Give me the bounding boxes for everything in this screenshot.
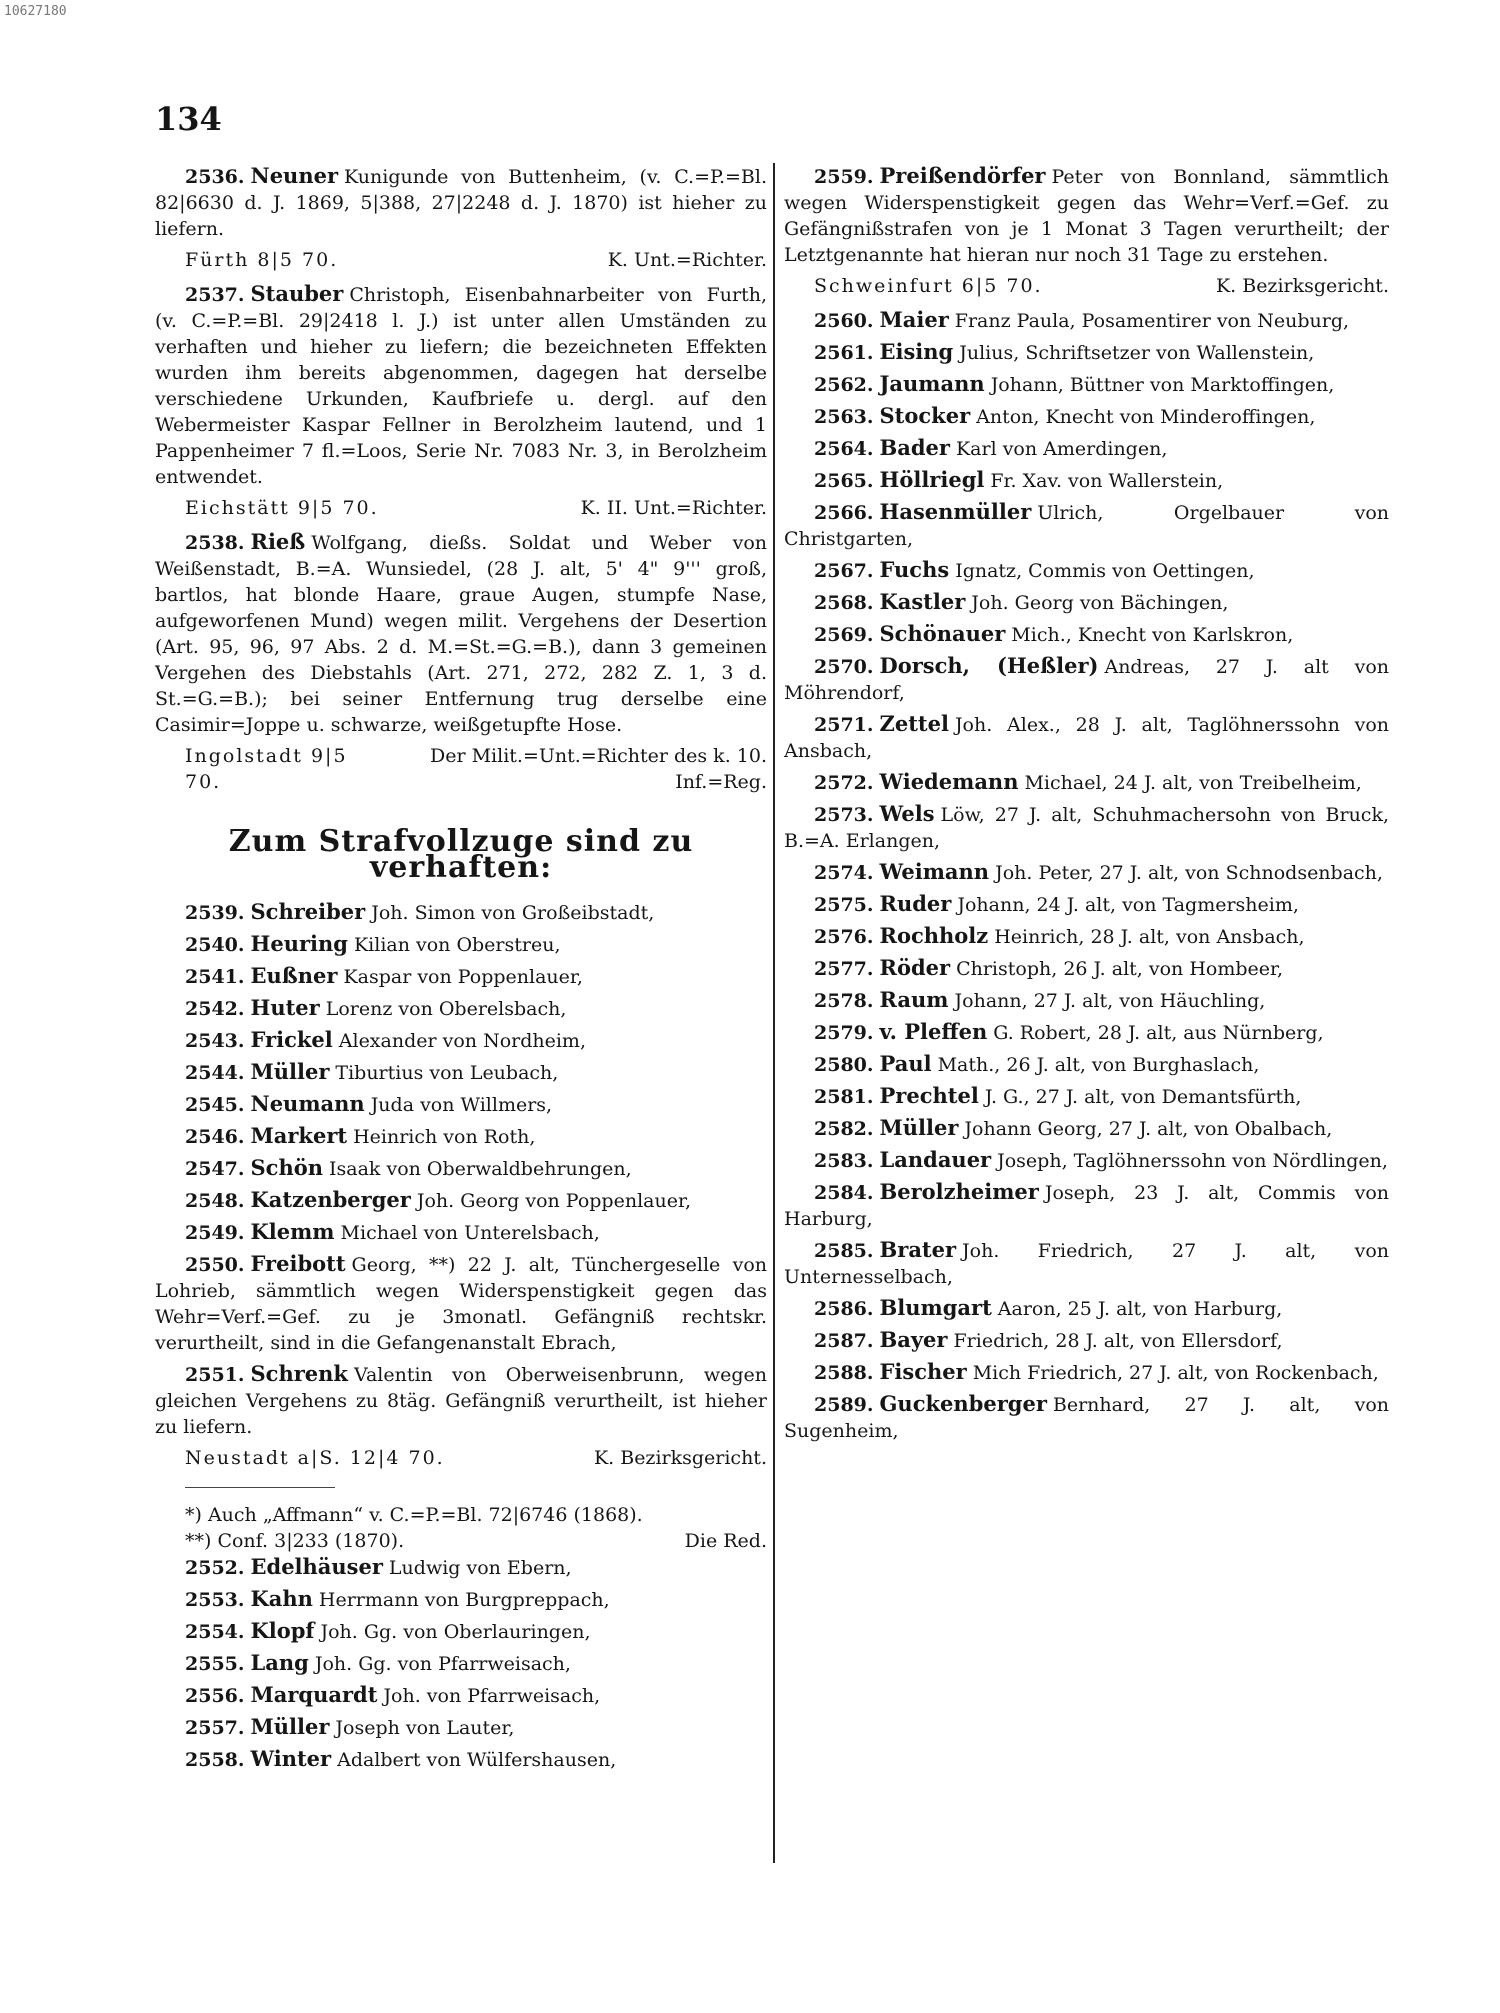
entry-text: Johann, 24 J. alt, von Tagmersheim,	[957, 894, 1299, 916]
page-number: 134	[155, 100, 222, 138]
entry-name: Preißendörfer	[879, 163, 1046, 188]
entry-name: Dorsch, (Heßler)	[879, 653, 1099, 678]
entry-number: 2563.	[814, 406, 874, 428]
entry	[784, 403, 1389, 430]
entry-name: Neuner	[250, 163, 339, 188]
entry-text: Kunigunde von Buttenheim, (v. C.=P.=Bl. 82|6630 d. J. 1869, 5|388, 27|2248 d. J. 1870) ist hieher zu liefern.	[155, 166, 767, 240]
signature	[155, 1445, 767, 1471]
entry-text: Joh. Simon von Großeibstadt,	[371, 902, 655, 924]
signature	[155, 495, 767, 521]
entry	[155, 1746, 767, 1773]
entry-text: Herrmann von Burgpreppach,	[318, 1589, 610, 1611]
entry-number: 2568.	[814, 592, 874, 614]
footnote-signature: Die Red.	[684, 1530, 767, 1552]
entry-text: J. G., 27 J. alt, von Demantsfürth,	[984, 1086, 1302, 1108]
entry	[155, 995, 767, 1022]
entry-name: Edelhäuser	[250, 1554, 383, 1579]
entry	[784, 711, 1389, 764]
entry-name: Blumgart	[879, 1295, 992, 1320]
entry	[155, 1059, 767, 1086]
entry-text: Christoph, 26 J. alt, von Hombeer,	[956, 958, 1284, 980]
entry-number: 2573.	[814, 804, 874, 826]
entry-text: Bernhard, 27 J. alt, von Sugenheim,	[784, 1394, 1389, 1442]
entry-text: Michael von Unterelsbach,	[340, 1222, 600, 1244]
entry-text: Valentin von Oberweisenbrunn, wegen gleichen Vergehens zu 8täg. Gefängniß verurtheilt, ist hieher zu liefern.	[155, 1364, 767, 1438]
entry-number: 2556.	[185, 1685, 245, 1707]
entry-text: Georg, **) 22 J. alt, Tünchergeselle von Lohrieb, sämmtlich wegen Widerspenstigkeit gegen das Wehr=Verf.=Gef. zu je 3monatl. Gefängniß rechtskr. verurtheilt, sind in die Gefangenanstalt Ebrach,	[155, 1254, 767, 1354]
entry-number: 2578.	[814, 990, 874, 1012]
right-column	[784, 163, 1389, 1449]
entry-text: Heinrich von Roth,	[353, 1126, 536, 1148]
entry-name: Wels	[879, 801, 935, 826]
entry-number: 2545.	[185, 1094, 245, 1116]
entry-number: 2586.	[814, 1298, 874, 1320]
entry-text: Joseph von Lauter,	[335, 1717, 515, 1739]
entry-text: Löw, 27 J. alt, Schuhmachersohn von Bruck, B.=A. Erlangen,	[784, 804, 1389, 852]
entry-text: Andreas, 27 J. alt von Möhrendorf,	[784, 656, 1389, 704]
entry	[784, 371, 1389, 398]
entry	[155, 1251, 767, 1356]
entry-number: 2551.	[185, 1364, 245, 1386]
entry-number: 2577.	[814, 958, 874, 980]
entry-text: Kaspar von Poppenlauer,	[343, 966, 583, 988]
entry-name: Rieß	[250, 529, 306, 554]
entry	[784, 1083, 1389, 1110]
entry	[784, 1051, 1389, 1078]
entry-text: Christoph, Eisenbahnarbeiter von Furth, (v. C.=P.=Bl. 29|2418 l. J.) ist unter allen Umständen zu verhaften und hieher zu liefern; die bezeichneten Effekten wurden ihm bereits abgenommen, dagegen hat derselbe verschiedene Urkunden, Kaufbriefe u. dergl. auf den Webermeister Kaspar Fellner in Berolzheim lautend, und 1 Pappenheimer 7 fl.=Loos, Serie Nr. 7083 Nr. 3, in Berolzheim entwendet.	[155, 284, 767, 488]
entry-2551	[155, 1361, 767, 1471]
entry-number: 2561.	[814, 342, 874, 364]
entry-number: 2570.	[814, 656, 874, 678]
signature-place-date: Fürth 8|5 70.	[185, 249, 339, 271]
entry-name: Schön	[250, 1155, 323, 1180]
entry-number: 2574.	[814, 862, 874, 884]
entry-text: Julius, Schriftsetzer von Wallenstein,	[959, 342, 1315, 364]
signature-place-date: Eichstätt 9|5 70.	[185, 497, 379, 519]
entry	[155, 963, 767, 990]
entry-number: 2583.	[814, 1150, 874, 1172]
entry	[155, 1714, 767, 1741]
entry-number: 2542.	[185, 998, 245, 1020]
entry-number: 2582.	[814, 1118, 874, 1140]
entry-number: 2559.	[814, 166, 874, 188]
entry-text: Mich Friedrich, 27 J. alt, von Rockenbach,	[972, 1362, 1379, 1384]
entry-number: 2537.	[185, 284, 245, 306]
entry-name: Röder	[879, 955, 951, 980]
entry-number: 2543.	[185, 1030, 245, 1052]
entry-number: 2585.	[814, 1240, 874, 1262]
arrest-list-right	[784, 307, 1389, 1444]
entry-number: 2554.	[185, 1621, 245, 1643]
entry	[784, 653, 1389, 706]
entry-text: Joh. Peter, 27 J. alt, von Schnodsenbach,	[995, 862, 1383, 884]
entry-name: Guckenberger	[879, 1391, 1047, 1416]
footnote-text: **) Conf. 3|233 (1870).	[185, 1530, 405, 1552]
entry-text: Adalbert von Wülfershausen,	[337, 1749, 617, 1771]
entry-text: Johann, Büttner von Marktoffingen,	[990, 374, 1335, 396]
entry-text: Anton, Knecht von Minderoffingen,	[976, 406, 1316, 428]
entry-name: Markert	[250, 1123, 348, 1148]
entry	[784, 307, 1389, 334]
entry-name: Höllriegl	[879, 467, 985, 492]
entry-text: Friedrich, 28 J. alt, von Ellersdorf,	[953, 1330, 1283, 1352]
entry-text: Joh. Alex., 28 J. alt, Taglöhnerssohn von Ansbach,	[784, 714, 1389, 762]
entry-name: Winter	[250, 1746, 332, 1771]
entry-2550	[155, 1251, 767, 1356]
entry-number: 2569.	[814, 624, 874, 646]
entry-name: Huter	[250, 995, 320, 1020]
entry-text: Alexander von Nordheim,	[338, 1030, 586, 1052]
entry-number: 2549.	[185, 1222, 245, 1244]
entry-text: Heinrich, 28 J. alt, von Ansbach,	[994, 926, 1305, 948]
entry-text: Ulrich, Orgelbauer von Christgarten,	[784, 502, 1389, 550]
entry-text: Kilian von Oberstreu,	[353, 934, 561, 956]
entry-text: Michael, 24 J. alt, von Treibelheim,	[1024, 772, 1362, 794]
entry	[784, 987, 1389, 1014]
entry	[155, 1650, 767, 1677]
signature-place-date: Neustadt a|S. 12|4 70.	[185, 1447, 445, 1469]
entry	[155, 1219, 767, 1246]
entry-name: Marquardt	[250, 1682, 378, 1707]
entry	[155, 1187, 767, 1214]
entry-text: Mich., Knecht von Karlskron,	[1011, 624, 1294, 646]
footnote-rule	[185, 1487, 335, 1488]
entry-name: v. Pleffen	[879, 1019, 988, 1044]
footnote-text: *) Auch „Affmann“ v. C.=P.=Bl. 72|6746 (1868).	[185, 1504, 643, 1526]
entry-name: Bader	[879, 435, 950, 460]
signature-authority: K. Bezirksgericht.	[1215, 275, 1389, 297]
entry-number: 2567.	[814, 560, 874, 582]
entry-text: Wolfgang, dießs. Soldat und Weber von Weißenstadt, B.=A. Wunsiedel, (28 J. alt, 5' 4" 9''' groß, bartlos, hat blonde Haare, graue Augen, stumpfe Nase, aufgeworfenen Mund) wegen milit. Vergehens der Desertion (Art. 95, 96, 97 Abs. 2 d. M.=St.=G.=B.), dann 3 gemeinen Vergehen des Diebstahls (Art. 271, 272, 282 Z. 1, 3 d. St.=G.=B.); bei seiner Entfernung trug derselbe eine Casimir=Joppe u. schwarze, weißgetupfte Hose.	[155, 532, 767, 736]
entry	[155, 1361, 767, 1440]
entry-number: 2552.	[185, 1557, 245, 1579]
entry-text: Joh. Georg von Bächingen,	[971, 592, 1229, 614]
entry	[784, 589, 1389, 616]
entry	[784, 467, 1389, 494]
entry-text: Franz Paula, Posamentirer von Neuburg,	[954, 310, 1350, 332]
entry	[784, 1179, 1389, 1232]
entry-text: Joh. von Pfarrweisach,	[383, 1685, 601, 1707]
entry-text: Joh. Gg. von Oberlauringen,	[320, 1621, 591, 1643]
entry-number: 2562.	[814, 374, 874, 396]
entry-name: Müller	[250, 1059, 330, 1084]
entry-text: Johann, 27 J. alt, von Häuchling,	[954, 990, 1266, 1012]
entry-text: Tiburtius von Leubach,	[335, 1062, 559, 1084]
entry-text: Isaak von Oberwaldbehrungen,	[329, 1158, 632, 1180]
entry-name: Kastler	[879, 589, 966, 614]
signature-authority: K. Bezirksgericht.	[593, 1447, 767, 1469]
footnote	[155, 1502, 767, 1528]
entry	[784, 1147, 1389, 1174]
entry-name: Weimann	[879, 859, 990, 884]
entry-name: Frickel	[250, 1027, 333, 1052]
entry-name: Rochholz	[879, 923, 989, 948]
entry-number: 2548.	[185, 1190, 245, 1212]
entry-name: Prechtel	[879, 1083, 979, 1108]
entry	[784, 859, 1389, 886]
entry-name: Schrenk	[250, 1361, 348, 1386]
entry-name: Ruder	[879, 891, 952, 916]
entry-number: 2536.	[185, 166, 245, 188]
entry	[784, 923, 1389, 950]
entry-2559	[784, 163, 1389, 299]
entry	[155, 1155, 767, 1182]
entry-name: Klopf	[250, 1618, 315, 1643]
entry	[155, 529, 767, 738]
entry-number: 2572.	[814, 772, 874, 794]
entry-name: Freibott	[250, 1251, 346, 1276]
entry-text: Joh. Gg. von Pfarrweisach,	[314, 1653, 571, 1675]
entry-text: Karl von Amerdingen,	[955, 438, 1168, 460]
entry-name: Fischer	[879, 1359, 967, 1384]
entry-text: G. Robert, 28 J. alt, aus Nürnberg,	[993, 1022, 1324, 1044]
entry-name: Hasenmüller	[879, 499, 1032, 524]
entry	[784, 1391, 1389, 1444]
entry	[155, 281, 767, 490]
entry-name: Klemm	[250, 1219, 335, 1244]
entry	[784, 435, 1389, 462]
entry-name: Schönauer	[879, 621, 1006, 646]
entry-number: 2580.	[814, 1054, 874, 1076]
entry	[155, 899, 767, 926]
entry-number: 2540.	[185, 934, 245, 956]
entry-text: Joseph, Taglöhnerssohn von Nördlingen,	[997, 1150, 1388, 1172]
entry-name: Eising	[879, 339, 954, 364]
entry-text: Ludwig von Ebern,	[388, 1557, 572, 1579]
entry-number: 2557.	[185, 1717, 245, 1739]
entry-number: 2576.	[814, 926, 874, 948]
entry-number: 2546.	[185, 1126, 245, 1148]
entry-number: 2565.	[814, 470, 874, 492]
entry-text: Aaron, 25 J. alt, von Harburg,	[997, 1298, 1283, 1320]
entry-number: 2541.	[185, 966, 245, 988]
footnotes	[155, 1502, 767, 1554]
entry	[784, 557, 1389, 584]
entry	[784, 955, 1389, 982]
section-heading: Zum Strafvollzuge sind zu verhaften:	[228, 824, 694, 885]
entry-name: Kahn	[250, 1586, 313, 1611]
entry-number: 2575.	[814, 894, 874, 916]
entry	[155, 1618, 767, 1645]
signature	[155, 743, 767, 795]
entry	[784, 1327, 1389, 1354]
entry-name: Stauber	[250, 281, 344, 306]
entry-number: 2539.	[185, 902, 245, 924]
entry-number: 2584.	[814, 1182, 874, 1204]
entry-number: 2571.	[814, 714, 874, 736]
entry-name: Eußner	[250, 963, 338, 988]
entry-number: 2547.	[185, 1158, 245, 1180]
entry-name: Landauer	[879, 1147, 992, 1172]
entry-name: Schreiber	[250, 899, 366, 924]
signature	[155, 247, 767, 273]
entry-number: 2581.	[814, 1086, 874, 1108]
entry	[155, 1091, 767, 1118]
signature-place-date: Schweinfurt 6|5 70.	[814, 275, 1043, 297]
entry	[784, 339, 1389, 366]
entry-number: 2588.	[814, 1362, 874, 1384]
signature-place-date: Ingolstadt 9|5 70.	[185, 745, 348, 793]
entry-text: Fr. Xav. von Wallerstein,	[990, 470, 1224, 492]
entry-number: 2587.	[814, 1330, 874, 1352]
entry-text: Joseph, 23 J. alt, Commis von Harburg,	[784, 1182, 1389, 1230]
entry-text: Math., 26 J. alt, von Burghaslach,	[937, 1054, 1260, 1076]
entry-text: Ignatz, Commis von Oettingen,	[955, 560, 1255, 582]
arrest-list-a	[155, 899, 767, 1246]
left-column	[155, 163, 767, 1778]
entry-name: Lang	[250, 1650, 309, 1675]
entry	[155, 1027, 767, 1054]
entry-name: Jaumann	[879, 371, 985, 396]
entry	[784, 499, 1389, 552]
entry-name: Stocker	[879, 403, 971, 428]
entry	[784, 769, 1389, 796]
entry-name: Paul	[879, 1051, 932, 1076]
entry-name: Wiedemann	[879, 769, 1019, 794]
signature	[784, 273, 1389, 299]
footnote	[155, 1528, 767, 1554]
entry-number: 2550.	[185, 1254, 245, 1276]
entry-number: 2589.	[814, 1394, 874, 1416]
entry-number: 2566.	[814, 502, 874, 524]
entry-text: Joh. Georg von Poppenlauer,	[416, 1190, 691, 1212]
entry-name: Fuchs	[879, 557, 950, 582]
left-top-entries	[155, 163, 767, 795]
entry	[155, 1123, 767, 1150]
entry-name: Neumann	[250, 1091, 365, 1116]
signature-authority: K. Unt.=Richter.	[607, 249, 767, 271]
entry-number: 2558.	[185, 1749, 245, 1771]
entry	[784, 1237, 1389, 1290]
entry	[155, 163, 767, 242]
entry	[155, 1586, 767, 1613]
entry	[155, 1682, 767, 1709]
entry	[155, 931, 767, 958]
column-divider	[773, 163, 775, 1863]
entry-number: 2564.	[814, 438, 874, 460]
entry-number: 2538.	[185, 532, 245, 554]
entry-text: Juda von Willmers,	[370, 1094, 553, 1116]
entry	[784, 621, 1389, 648]
entry-name: Katzenberger	[250, 1187, 411, 1212]
entry-number: 2555.	[185, 1653, 245, 1675]
entry	[784, 1295, 1389, 1322]
document-id: 10627180	[4, 4, 67, 19]
arrest-list-b	[155, 1554, 767, 1773]
entry-number: 2544.	[185, 1062, 245, 1084]
entry-name: Zettel	[879, 711, 949, 736]
entry	[784, 801, 1389, 854]
entry-number: 2560.	[814, 310, 874, 332]
entry-number: 2553.	[185, 1589, 245, 1611]
entry-name: Brater	[879, 1237, 957, 1262]
entry-name: Maier	[879, 307, 949, 332]
entry-text: Lorenz von Oberelsbach,	[325, 998, 567, 1020]
signature-authority: Der Milit.=Unt.=Richter des k. 10. Inf.=Reg.	[430, 745, 767, 793]
entry-name: Bayer	[879, 1327, 948, 1352]
entry-name: Raum	[879, 987, 949, 1012]
entry	[784, 163, 1389, 268]
entry	[784, 1359, 1389, 1386]
entry-text: Peter von Bonnland, sämmtlich wegen Widerspenstigkeit gegen das Wehr=Verf.=Gef. zu Gefängnißstrafen von je 1 Monat 3 Tagen verurtheilt; der Letztgenannte hat hieran nur noch 31 Tage zu erstehen.	[784, 166, 1389, 266]
entry-name: Berolzheimer	[879, 1179, 1039, 1204]
entry-text: Joh. Friedrich, 27 J. alt, von Unternesselbach,	[784, 1240, 1389, 1288]
entry-text: Johann Georg, 27 J. alt, von Obalbach,	[964, 1118, 1333, 1140]
entry	[784, 1019, 1389, 1046]
entry	[784, 1115, 1389, 1142]
entry-name: Müller	[879, 1115, 959, 1140]
entry-name: Heuring	[250, 931, 348, 956]
entry-name: Müller	[250, 1714, 330, 1739]
entry-number: 2579.	[814, 1022, 874, 1044]
signature-authority: K. II. Unt.=Richter.	[580, 497, 767, 519]
entry	[155, 1554, 767, 1581]
entry	[784, 891, 1389, 918]
